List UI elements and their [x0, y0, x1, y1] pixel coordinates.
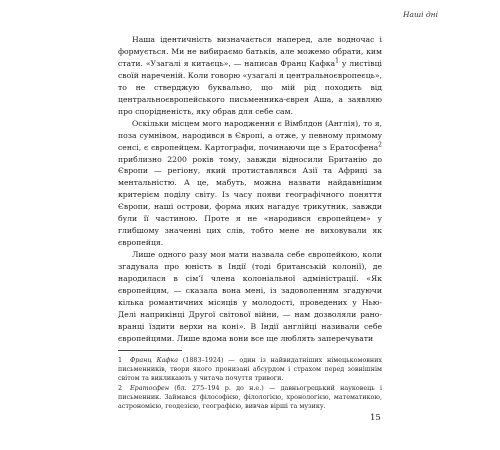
paragraph-1-text-cont: у листівці своїй нареченій. Коли говорю «узагалі я центральноєвропеєць», то не стверджую буквально, що мій рід походить від центральноєвропейського письменника-єврея Аша, а заявляю про спорідненість, яку обрав для себе сам.	[118, 58, 382, 116]
paragraph-3-text: Лише одного разу моя мати назвала себе європейкою, коли згадувала про юність в Індії (тоді британській колонії), де народилася в сім’ї члена колоніальної адміністрації. «Як європейцям, — сказала вона мені, із задоволенням згадуючи кілька романтичних місяців у молодості, проведених у Нью-Делі наприкінці Другої світової війни, — нам дозволяли рано-вранці їздити верхи на коні». В Індії англійці називали себе європейцями. Лише вдома вони все ще люблять заперечувати	[118, 250, 382, 343]
footnote-rule	[118, 350, 182, 351]
paragraph-3	[118, 249, 382, 345]
footnote-2-mark: 2	[118, 383, 123, 392]
footnote-2	[118, 384, 382, 412]
footnote-2-name: Ератосфен	[130, 383, 170, 392]
page-number: 15	[370, 413, 381, 423]
footnote-2-text: (бл. 275–194 р. до н.е.) — давньогрецький науковець і письменник. Займався філософією, філологією, хронологією, математикою, астрономією, геодезією, географією, вивчав вірші та музику.	[118, 383, 382, 411]
footnote-1	[118, 356, 382, 384]
footnote-1-name: Франц Кафка	[130, 356, 179, 364]
paragraph-2	[118, 118, 382, 249]
paragraph-2-text-cont: приблизно 2200 років тому, завжди відносили Британію до Європи — регіону, який протиставлявся Азії та Африці за ментальністю. А це, мабуть, можна назвати найдавнішим критерієм поділу світу. Із часу появи географічного поняття Європи, наші острови, форма яких нагадує трикутник, завжди були її частиною. Проте я не «народився європейцем» у глибшому значенні цих слів, тобто мене не виховували як європейця.	[118, 154, 382, 248]
footnote-1-mark: 1	[118, 356, 123, 364]
paragraph-2-text: Оскільки місцем мого народження є Вімблдон (Англія), то я, поза сумнівом, народився в Європі, а отже, у певному прямому сенсі, є європейцем. Картографи, починаючи ще з Ератосфена	[118, 118, 382, 152]
footnote-ref-1: 1	[335, 57, 339, 65]
paragraph-1-text: Наша ідентичність визначається наперед, але водночас і формується. Ми не вибираємо батьків, але можемо обрати, ким стати. «Узагалі я китаєць», — написав Франц Кафка	[118, 35, 382, 68]
footnotes	[118, 356, 382, 411]
running-head: Наші дні	[403, 10, 438, 19]
body-text	[118, 34, 382, 345]
footnote-ref-2: 2	[378, 141, 382, 149]
paragraph-1	[118, 34, 382, 118]
footnote-1-text: (1883–1924) — один із найвидатніших німецькомовних письменників, твори якого пронизані абсурдом і страхом перед зовнішнім світом та викликають у читача почуття тривоги.	[118, 356, 383, 383]
